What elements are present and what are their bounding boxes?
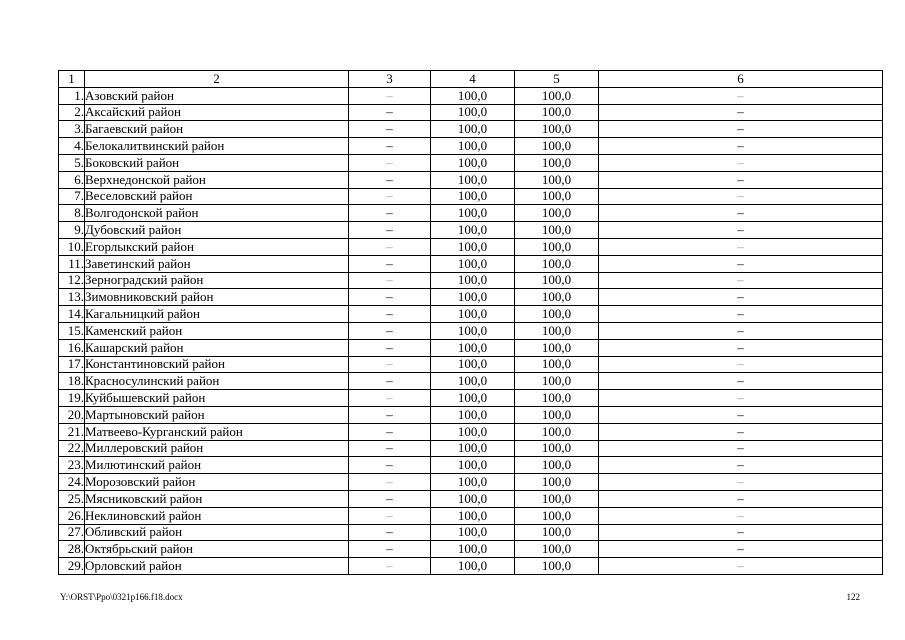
value-col-3: –: [349, 121, 431, 138]
value-col-3: –: [349, 154, 431, 171]
district-name: Красносулинский район: [85, 373, 349, 390]
value-col-3: –: [349, 406, 431, 423]
value-col-5: 100,0: [515, 490, 599, 507]
table-row: [59, 490, 883, 507]
value-col-5: 100,0: [515, 222, 599, 239]
table-row: [59, 457, 883, 474]
table-row: [59, 339, 883, 356]
table-row: [59, 524, 883, 541]
value-col-3: –: [349, 138, 431, 155]
value-col-3: –: [349, 356, 431, 373]
table-row: [59, 104, 883, 121]
value-col-4: 100,0: [431, 373, 515, 390]
value-col-4: 100,0: [431, 457, 515, 474]
column-number-6: 6: [599, 71, 883, 88]
value-col-4: 100,0: [431, 541, 515, 558]
district-name: Веселовский район: [85, 188, 349, 205]
district-name: Орловский район: [85, 558, 349, 575]
table-row: [59, 222, 883, 239]
value-col-4: 100,0: [431, 524, 515, 541]
value-col-5: 100,0: [515, 138, 599, 155]
value-col-6: –: [599, 154, 883, 171]
column-number-5: 5: [515, 71, 599, 88]
row-number: 20.: [59, 406, 85, 423]
value-col-6: –: [599, 490, 883, 507]
row-number: 25.: [59, 490, 85, 507]
value-col-6: –: [599, 171, 883, 188]
district-name: Мясниковский район: [85, 490, 349, 507]
value-col-6: –: [599, 188, 883, 205]
value-col-3: –: [349, 171, 431, 188]
value-col-4: 100,0: [431, 474, 515, 491]
table-row: [59, 121, 883, 138]
value-col-4: 100,0: [431, 188, 515, 205]
value-col-3: –: [349, 440, 431, 457]
column-number-3: 3: [349, 71, 431, 88]
district-name: Куйбышевский район: [85, 390, 349, 407]
value-col-5: 100,0: [515, 356, 599, 373]
district-name: Мартыновский район: [85, 406, 349, 423]
column-number-2: 2: [85, 71, 349, 88]
table-row: [59, 87, 883, 104]
value-col-3: –: [349, 490, 431, 507]
value-col-4: 100,0: [431, 104, 515, 121]
value-col-5: 100,0: [515, 272, 599, 289]
row-number: 6.: [59, 171, 85, 188]
value-col-5: 100,0: [515, 205, 599, 222]
value-col-6: –: [599, 373, 883, 390]
row-number: 1.: [59, 87, 85, 104]
district-name: Волгодонской район: [85, 205, 349, 222]
table-row: [59, 306, 883, 323]
value-col-4: 100,0: [431, 440, 515, 457]
district-name: Боковский район: [85, 154, 349, 171]
value-col-3: –: [349, 558, 431, 575]
value-col-6: –: [599, 457, 883, 474]
value-col-5: 100,0: [515, 87, 599, 104]
value-col-4: 100,0: [431, 423, 515, 440]
value-col-6: –: [599, 104, 883, 121]
value-col-5: 100,0: [515, 121, 599, 138]
row-number: 2.: [59, 104, 85, 121]
column-number-4: 4: [431, 71, 515, 88]
table-row: [59, 406, 883, 423]
row-number: 19.: [59, 390, 85, 407]
row-number: 14.: [59, 306, 85, 323]
table-row: [59, 138, 883, 155]
value-col-6: –: [599, 474, 883, 491]
row-number: 8.: [59, 205, 85, 222]
value-col-5: 100,0: [515, 154, 599, 171]
footer-file-path: Y:\ORST\Ppo\0321p166.f18.docx: [60, 592, 183, 602]
value-col-5: 100,0: [515, 339, 599, 356]
footer-page-number: 122: [846, 592, 860, 602]
value-col-4: 100,0: [431, 87, 515, 104]
value-col-6: –: [599, 138, 883, 155]
value-col-3: –: [349, 541, 431, 558]
row-number: 12.: [59, 272, 85, 289]
value-col-5: 100,0: [515, 558, 599, 575]
value-col-6: –: [599, 339, 883, 356]
value-col-3: –: [349, 255, 431, 272]
value-col-5: 100,0: [515, 406, 599, 423]
district-name: Матвеево-Курганский район: [85, 423, 349, 440]
table-row: [59, 255, 883, 272]
value-col-5: 100,0: [515, 373, 599, 390]
value-col-5: 100,0: [515, 238, 599, 255]
table-row: [59, 423, 883, 440]
district-name: Неклиновский район: [85, 507, 349, 524]
value-col-3: –: [349, 457, 431, 474]
district-name: Аксайский район: [85, 104, 349, 121]
value-col-6: –: [599, 238, 883, 255]
value-col-5: 100,0: [515, 188, 599, 205]
value-col-5: 100,0: [515, 255, 599, 272]
table-row: [59, 356, 883, 373]
value-col-4: 100,0: [431, 406, 515, 423]
table-row: [59, 205, 883, 222]
value-col-3: –: [349, 205, 431, 222]
district-name: Егорлыкский район: [85, 238, 349, 255]
value-col-5: 100,0: [515, 474, 599, 491]
table-row: [59, 558, 883, 575]
district-name: Каменский район: [85, 322, 349, 339]
row-number: 21.: [59, 423, 85, 440]
table-row: [59, 373, 883, 390]
value-col-4: 100,0: [431, 339, 515, 356]
district-name: Верхнедонской район: [85, 171, 349, 188]
row-number: 18.: [59, 373, 85, 390]
district-table: [58, 70, 883, 575]
value-col-6: –: [599, 440, 883, 457]
value-col-5: 100,0: [515, 423, 599, 440]
district-name: Константиновский район: [85, 356, 349, 373]
value-col-5: 100,0: [515, 289, 599, 306]
value-col-6: –: [599, 524, 883, 541]
row-number: 29.: [59, 558, 85, 575]
district-name: Зерноградский район: [85, 272, 349, 289]
value-col-3: –: [349, 423, 431, 440]
value-col-6: –: [599, 356, 883, 373]
table-row: [59, 440, 883, 457]
value-col-3: –: [349, 272, 431, 289]
row-number: 17.: [59, 356, 85, 373]
column-number-row: [59, 71, 883, 88]
district-name: Азовский район: [85, 87, 349, 104]
value-col-3: –: [349, 104, 431, 121]
value-col-4: 100,0: [431, 171, 515, 188]
value-col-6: –: [599, 541, 883, 558]
value-col-6: –: [599, 507, 883, 524]
value-col-5: 100,0: [515, 457, 599, 474]
table-row: [59, 238, 883, 255]
value-col-5: 100,0: [515, 440, 599, 457]
value-col-4: 100,0: [431, 222, 515, 239]
value-col-3: –: [349, 222, 431, 239]
value-col-5: 100,0: [515, 507, 599, 524]
value-col-3: –: [349, 238, 431, 255]
value-col-4: 100,0: [431, 138, 515, 155]
row-number: 5.: [59, 154, 85, 171]
value-col-5: 100,0: [515, 322, 599, 339]
table-row: [59, 474, 883, 491]
value-col-4: 100,0: [431, 507, 515, 524]
value-col-3: –: [349, 339, 431, 356]
district-name: Милютинский район: [85, 457, 349, 474]
value-col-4: 100,0: [431, 490, 515, 507]
table-row: [59, 507, 883, 524]
row-number: 4.: [59, 138, 85, 155]
row-number: 9.: [59, 222, 85, 239]
row-number: 10.: [59, 238, 85, 255]
value-col-6: –: [599, 272, 883, 289]
district-name: Кагальницкий район: [85, 306, 349, 323]
district-name: Морозовский район: [85, 474, 349, 491]
value-col-5: 100,0: [515, 524, 599, 541]
value-col-3: –: [349, 188, 431, 205]
value-col-3: –: [349, 289, 431, 306]
value-col-4: 100,0: [431, 322, 515, 339]
value-col-6: –: [599, 121, 883, 138]
district-name: Зимовниковский район: [85, 289, 349, 306]
value-col-4: 100,0: [431, 255, 515, 272]
row-number: 22.: [59, 440, 85, 457]
value-col-6: –: [599, 306, 883, 323]
value-col-4: 100,0: [431, 205, 515, 222]
value-col-6: –: [599, 558, 883, 575]
value-col-3: –: [349, 87, 431, 104]
table-row: [59, 272, 883, 289]
value-col-4: 100,0: [431, 272, 515, 289]
value-col-4: 100,0: [431, 289, 515, 306]
district-name: Дубовский район: [85, 222, 349, 239]
table-body: [59, 71, 883, 575]
column-number-1: 1: [59, 71, 85, 88]
value-col-5: 100,0: [515, 171, 599, 188]
row-number: 27.: [59, 524, 85, 541]
row-number: 13.: [59, 289, 85, 306]
value-col-6: –: [599, 205, 883, 222]
row-number: 26.: [59, 507, 85, 524]
value-col-6: –: [599, 87, 883, 104]
value-col-4: 100,0: [431, 356, 515, 373]
table-row: [59, 188, 883, 205]
value-col-5: 100,0: [515, 104, 599, 121]
district-name: Обливский район: [85, 524, 349, 541]
value-col-5: 100,0: [515, 541, 599, 558]
row-number: 3.: [59, 121, 85, 138]
row-number: 11.: [59, 255, 85, 272]
district-name: Заветинский район: [85, 255, 349, 272]
value-col-6: –: [599, 423, 883, 440]
table-row: [59, 171, 883, 188]
row-number: 16.: [59, 339, 85, 356]
value-col-4: 100,0: [431, 390, 515, 407]
value-col-6: –: [599, 222, 883, 239]
row-number: 24.: [59, 474, 85, 491]
district-name: Багаевский район: [85, 121, 349, 138]
value-col-6: –: [599, 289, 883, 306]
value-col-3: –: [349, 322, 431, 339]
value-col-3: –: [349, 507, 431, 524]
value-col-3: –: [349, 373, 431, 390]
value-col-3: –: [349, 524, 431, 541]
value-col-6: –: [599, 406, 883, 423]
row-number: 28.: [59, 541, 85, 558]
value-col-4: 100,0: [431, 558, 515, 575]
value-col-6: –: [599, 390, 883, 407]
value-col-5: 100,0: [515, 390, 599, 407]
row-number: 15.: [59, 322, 85, 339]
value-col-4: 100,0: [431, 238, 515, 255]
district-name: Кашарский район: [85, 339, 349, 356]
value-col-4: 100,0: [431, 306, 515, 323]
value-col-6: –: [599, 255, 883, 272]
value-col-3: –: [349, 306, 431, 323]
value-col-4: 100,0: [431, 154, 515, 171]
table-row: [59, 322, 883, 339]
value-col-6: –: [599, 322, 883, 339]
value-col-5: 100,0: [515, 306, 599, 323]
table-row: [59, 541, 883, 558]
table-row: [59, 289, 883, 306]
district-name: Миллеровский район: [85, 440, 349, 457]
district-name: Белокалитвинский район: [85, 138, 349, 155]
table-row: [59, 390, 883, 407]
table-row: [59, 154, 883, 171]
value-col-3: –: [349, 390, 431, 407]
value-col-3: –: [349, 474, 431, 491]
row-number: 23.: [59, 457, 85, 474]
value-col-4: 100,0: [431, 121, 515, 138]
row-number: 7.: [59, 188, 85, 205]
district-name: Октябрьский район: [85, 541, 349, 558]
